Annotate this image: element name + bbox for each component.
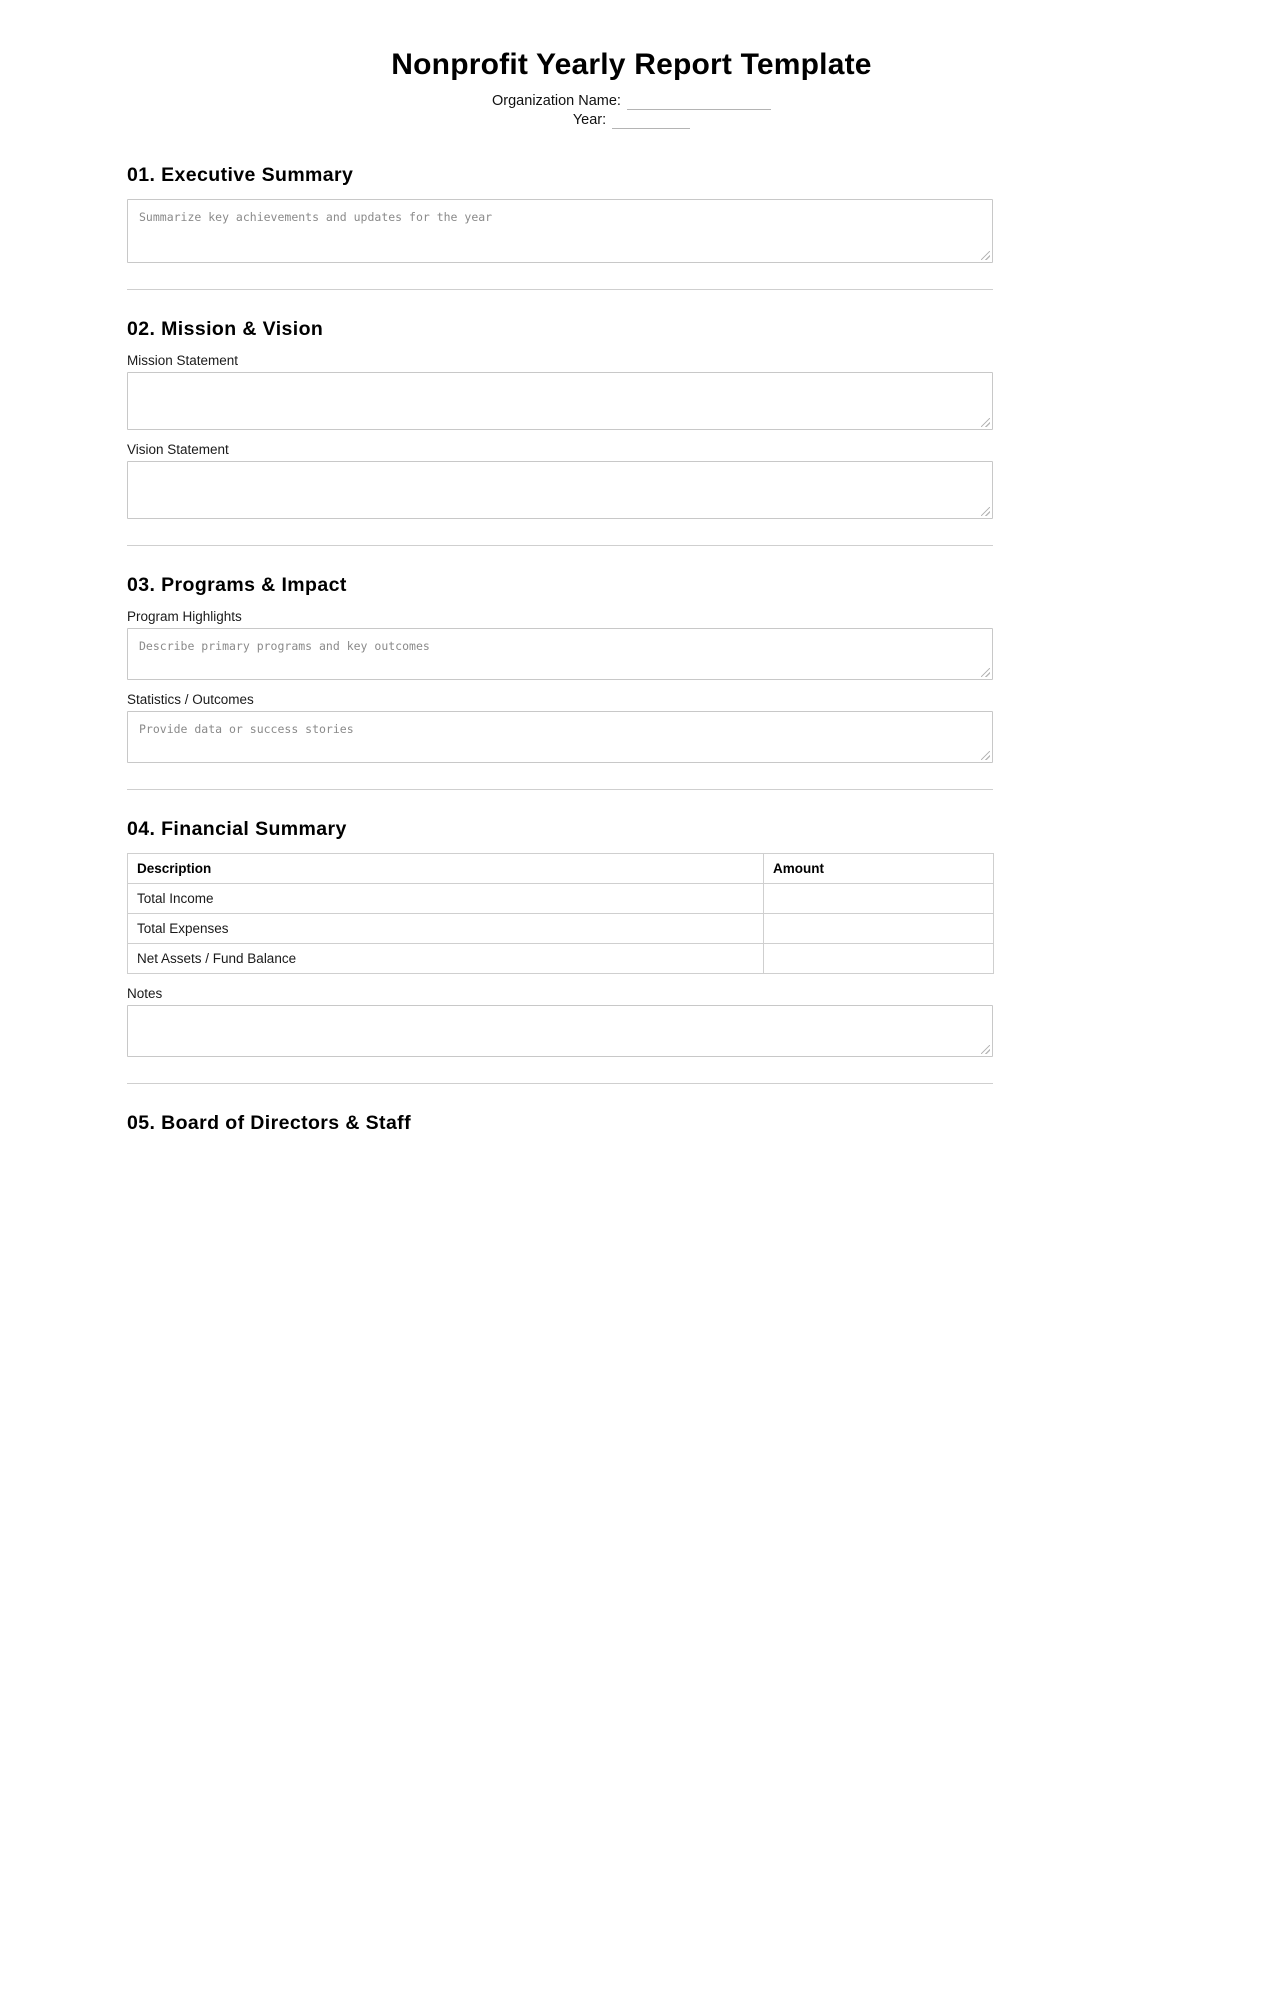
- statistics-outcomes-label: Statistics / Outcomes: [127, 692, 254, 708]
- row-amount-input[interactable]: [764, 914, 994, 944]
- vision-statement-label: Vision Statement: [127, 442, 229, 458]
- section-programs-impact: [63, 574, 1200, 763]
- column-header-description: Description: [128, 854, 764, 884]
- section-divider: [127, 289, 993, 290]
- section-title-programs-impact: 03. Programs & Impact: [127, 574, 347, 597]
- year-label: Year:: [572, 112, 607, 129]
- document-header: [0, 0, 1263, 129]
- section-financial-summary: [63, 818, 1200, 1057]
- year-row: [0, 111, 1263, 129]
- organization-name-input[interactable]: [627, 94, 771, 110]
- year-input[interactable]: [612, 113, 690, 129]
- table-row: [128, 884, 994, 914]
- header-fields: [0, 92, 1263, 129]
- section-title-executive-summary: 01. Executive Summary: [127, 164, 354, 187]
- mission-statement-label: Mission Statement: [127, 353, 239, 369]
- program-highlights-label: Program Highlights: [127, 609, 242, 625]
- executive-summary-textarea[interactable]: Summarize key achievements and updates for the year: [127, 199, 993, 263]
- table-row: [128, 914, 994, 944]
- section-title-financial-summary: 04. Financial Summary: [127, 818, 347, 841]
- mission-statement-textarea[interactable]: [127, 372, 993, 430]
- notes-label: Notes: [127, 986, 163, 1002]
- row-description: Total Income: [128, 884, 764, 914]
- section-title-mission-vision: 02. Mission & Vision: [127, 318, 324, 341]
- row-description: Net Assets / Fund Balance: [128, 944, 764, 974]
- section-executive-summary: [63, 164, 1200, 263]
- table-row: [128, 944, 994, 974]
- section-divider: [127, 1083, 993, 1084]
- program-highlights-textarea[interactable]: Describe primary programs and key outcomes: [127, 628, 993, 680]
- row-description: Total Expenses: [128, 914, 764, 944]
- organization-name-row: [0, 92, 1263, 110]
- vision-statement-textarea[interactable]: [127, 461, 993, 519]
- row-amount-input[interactable]: [764, 884, 994, 914]
- section-board-staff: [63, 1112, 1200, 1135]
- section-title-board-staff: 05. Board of Directors & Staff: [127, 1112, 411, 1135]
- table-header-row: [128, 854, 994, 884]
- section-divider: [127, 789, 993, 790]
- financial-summary-table: [127, 853, 994, 974]
- row-amount-input[interactable]: [764, 944, 994, 974]
- notes-textarea[interactable]: [127, 1005, 993, 1057]
- statistics-outcomes-textarea[interactable]: Provide data or success stories: [127, 711, 993, 763]
- document-body: [63, 130, 1200, 1135]
- page-title: Nonprofit Yearly Report Template: [391, 48, 872, 81]
- section-mission-vision: [63, 318, 1200, 519]
- organization-name-label: Organization Name:: [492, 93, 621, 109]
- section-divider: [127, 545, 993, 546]
- column-header-amount: Amount: [764, 854, 994, 884]
